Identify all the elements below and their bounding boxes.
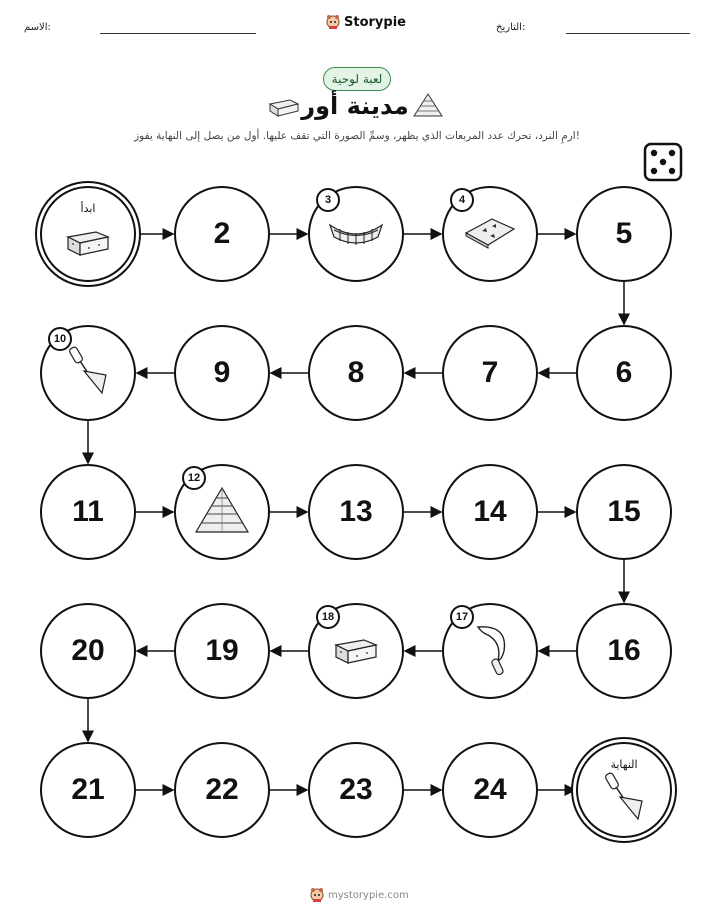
space-number: 23 bbox=[339, 773, 373, 806]
space-number-badge: 4 bbox=[450, 188, 474, 212]
space-number: 13 bbox=[339, 495, 373, 528]
space-number: 20 bbox=[71, 634, 105, 667]
board-space-3 bbox=[308, 186, 404, 282]
space-number: 9 bbox=[213, 356, 231, 389]
brick-icon bbox=[333, 632, 379, 670]
space-number: 8 bbox=[347, 356, 365, 389]
space-number-badge: 17 bbox=[450, 605, 474, 629]
space-number: 14 bbox=[473, 495, 507, 528]
trowel-icon bbox=[602, 771, 646, 827]
board-space-10 bbox=[40, 325, 136, 421]
space-number: 2 bbox=[213, 217, 231, 250]
board-space-7 bbox=[442, 325, 538, 421]
space-number: 7 bbox=[481, 356, 499, 389]
name-label: الاسم: bbox=[24, 22, 51, 33]
boat-icon bbox=[326, 215, 386, 253]
space-number-badge: 3 bbox=[316, 188, 340, 212]
brick-icon bbox=[65, 224, 111, 262]
instructions: ارمِ النرد، تحرك عدد المربعات الذي يظهر، وسمِّ الصورة التي تقف عليها. أول من يصل إلى النهاية يفوز! bbox=[134, 130, 580, 142]
board-space-20 bbox=[40, 603, 136, 699]
space-number-badge: 10 bbox=[48, 327, 72, 351]
board-space-13 bbox=[308, 464, 404, 560]
board-space-8 bbox=[308, 325, 404, 421]
board-space-2 bbox=[174, 186, 270, 282]
brand-name: Storypie bbox=[344, 14, 406, 30]
board-space-11 bbox=[40, 464, 136, 560]
footer bbox=[310, 887, 409, 903]
date-label: التاريخ: bbox=[496, 22, 526, 33]
storypie-mascot-icon bbox=[310, 887, 324, 903]
board-space-12 bbox=[174, 464, 270, 560]
start-space bbox=[40, 186, 136, 282]
space-number-badge: 18 bbox=[316, 605, 340, 629]
footer-url: mystorypie.com bbox=[328, 889, 409, 901]
page-title: مدينة أور bbox=[301, 92, 409, 120]
game-type-tag: لعبة لوحية bbox=[323, 67, 391, 91]
space-number: 11 bbox=[72, 495, 104, 528]
board-space-15 bbox=[576, 464, 672, 560]
board-space-18 bbox=[308, 603, 404, 699]
board-space-6 bbox=[576, 325, 672, 421]
space-number: 22 bbox=[205, 773, 239, 806]
space-number: 16 bbox=[607, 634, 641, 667]
board-space-5 bbox=[576, 186, 672, 282]
board-space-21 bbox=[40, 742, 136, 838]
clay-tablet-icon bbox=[462, 215, 518, 253]
space-number: 21 bbox=[71, 773, 105, 806]
board-space-14 bbox=[442, 464, 538, 560]
board-space-23 bbox=[308, 742, 404, 838]
board-space-22 bbox=[174, 742, 270, 838]
board-space-4 bbox=[442, 186, 538, 282]
space-number-badge: 12 bbox=[182, 466, 206, 490]
ziggurat-icon bbox=[194, 486, 250, 538]
space-number: 19 bbox=[205, 634, 239, 667]
start-label: ابدأ bbox=[80, 202, 96, 215]
space-number: 15 bbox=[607, 495, 641, 528]
board-space-24 bbox=[442, 742, 538, 838]
board-space-9 bbox=[174, 325, 270, 421]
space-number: 5 bbox=[615, 217, 633, 250]
sickle-icon bbox=[468, 621, 512, 681]
space-number: 6 bbox=[615, 356, 633, 389]
trowel-icon bbox=[66, 345, 110, 401]
board-space-16 bbox=[576, 603, 672, 699]
board-space-17 bbox=[442, 603, 538, 699]
board-space-19 bbox=[174, 603, 270, 699]
finish-label: النهاية bbox=[610, 758, 638, 771]
space-number: 24 bbox=[473, 773, 507, 806]
finish-space bbox=[576, 742, 672, 838]
